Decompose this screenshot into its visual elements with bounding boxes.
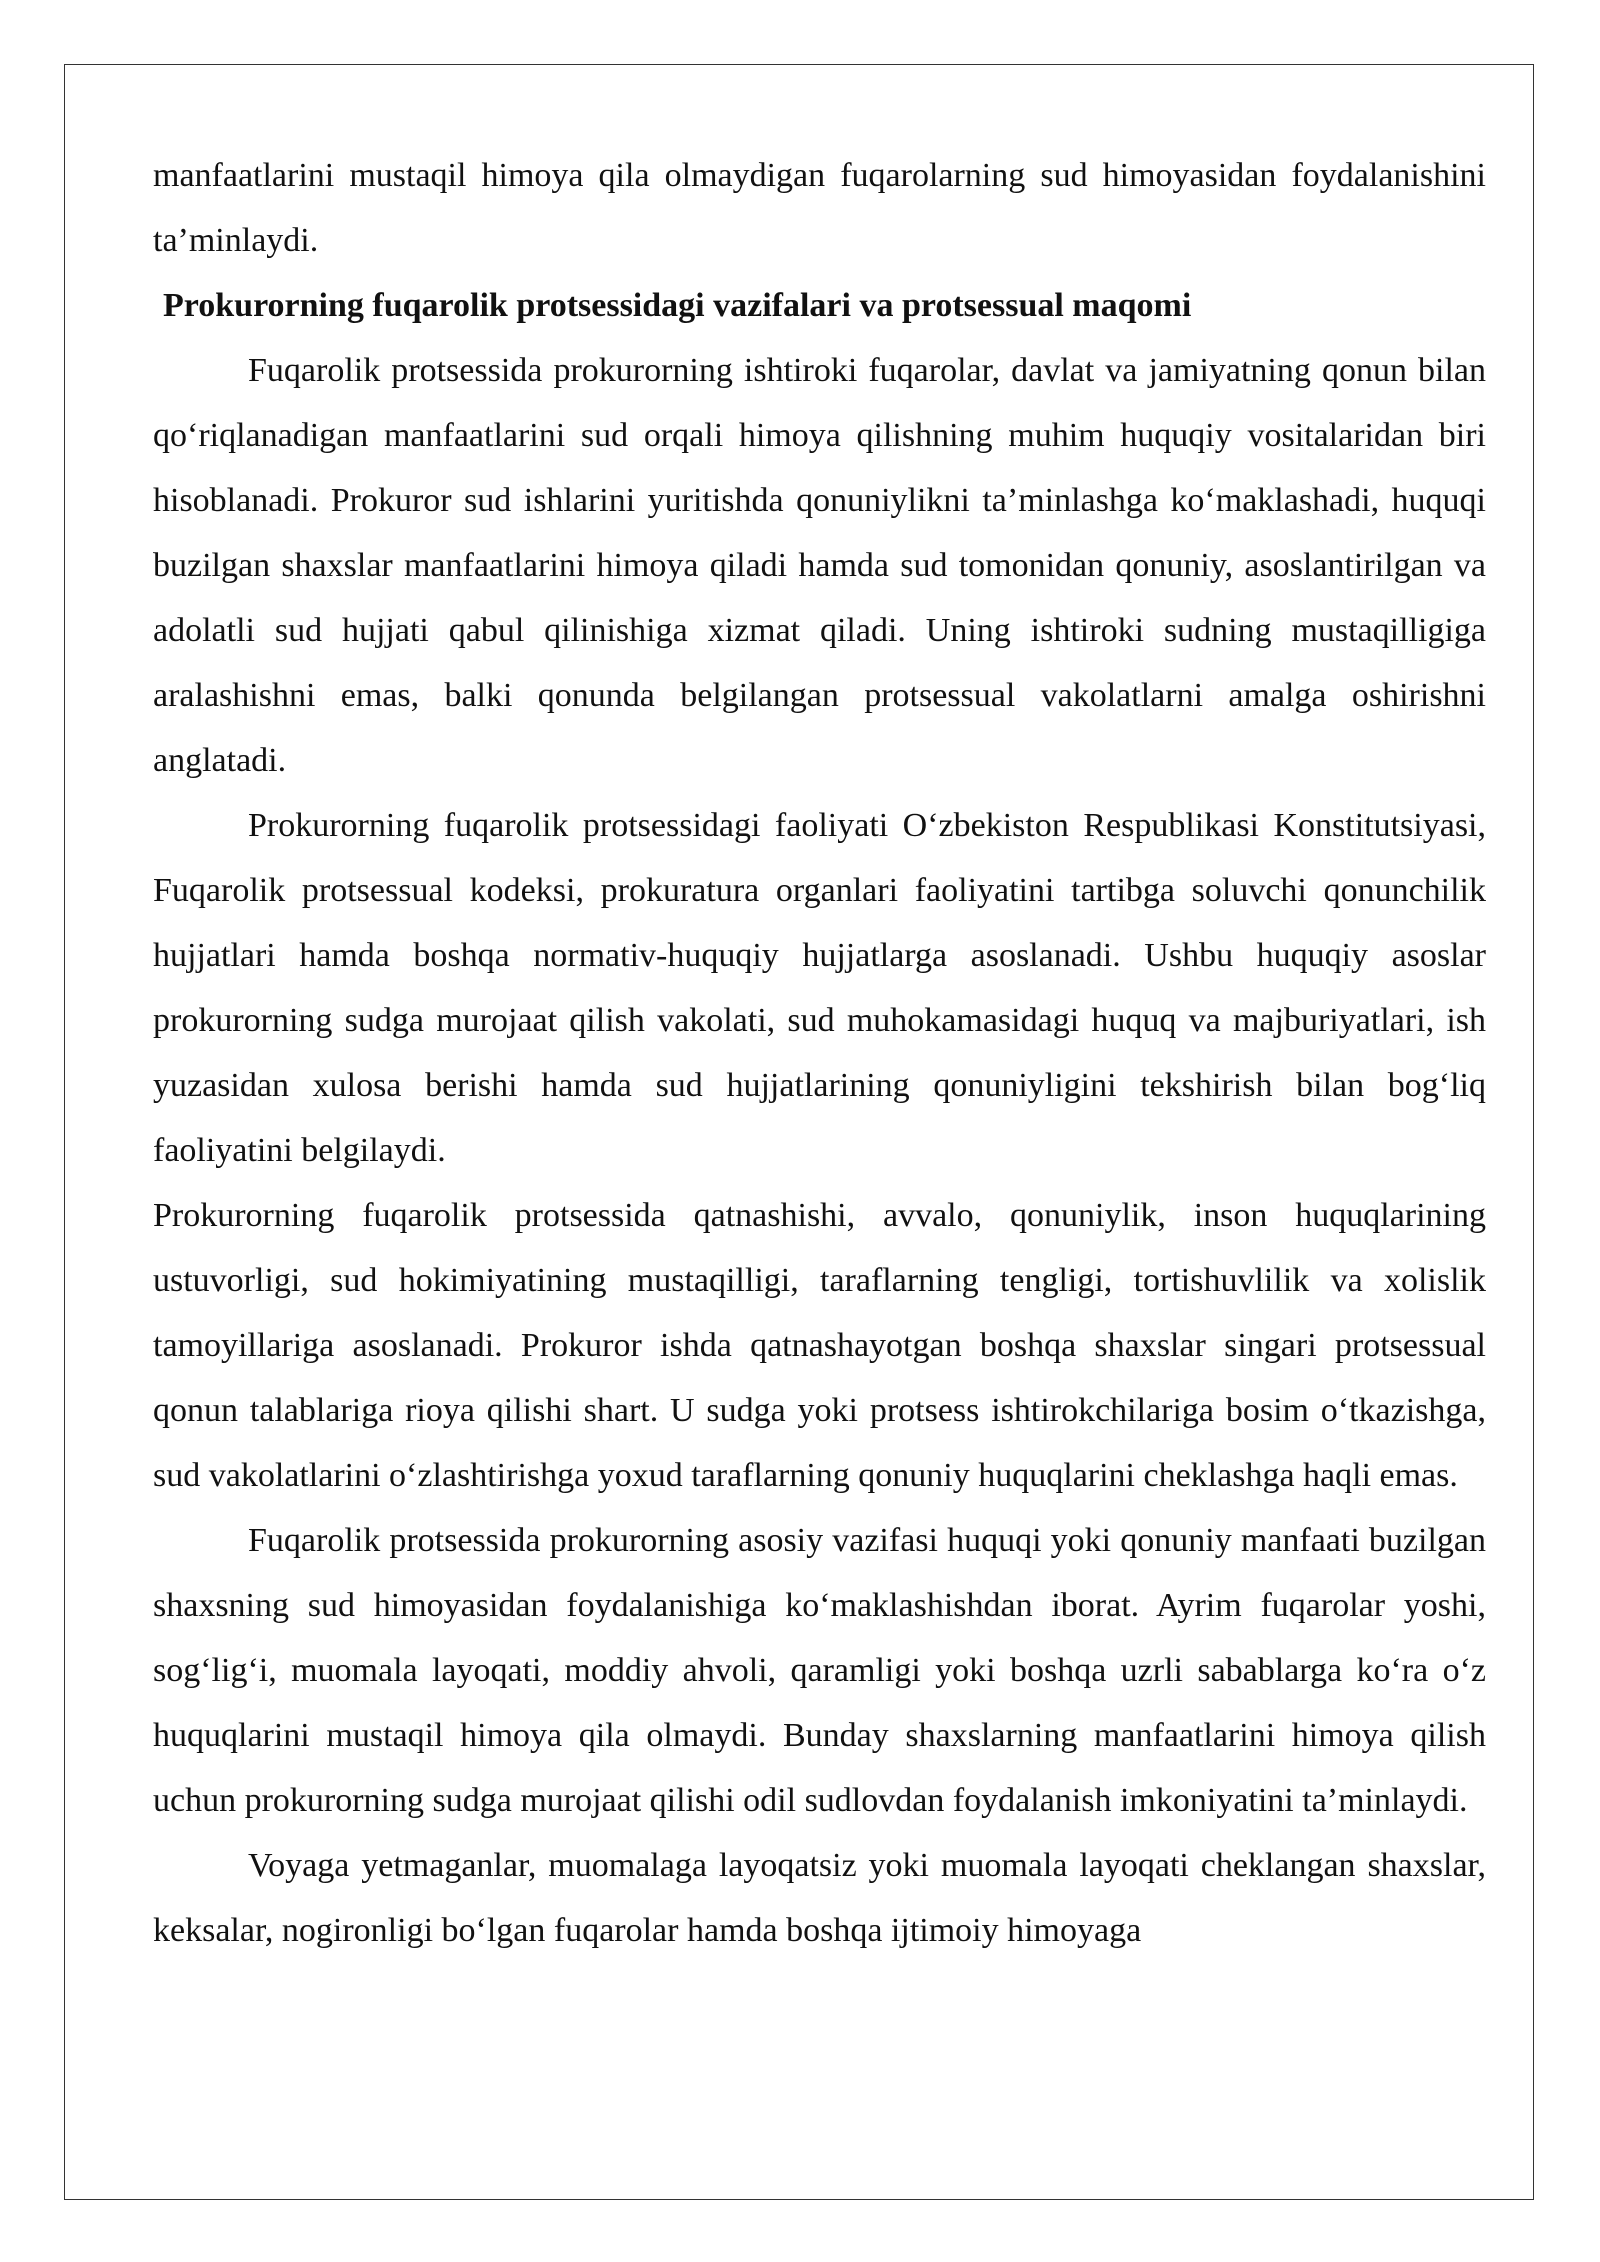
paragraph: Prokurorning fuqarolik protsessida qatnashishi, avvalo, qonuniylik, inson huquqlarining ustuvorligi, sud hokimiyatining mustaqilligi, taraflarning tengligi, tortishuvlilik va xolislik tamoyillariga asoslanadi. Prokuror ishda qatnashayotgan boshqa shaxslar singari protsessual qonun talablariga rioya qilishi shart. U sudga yoki protsess ishtirokchilariga bosim o‘tkazishga, sud vakolatlarini o‘zlashtirishga yoxud taraflarning qonuniy huquqlarini cheklashga haqli emas. <box>153 1197 1486 1494</box>
paragraph-continuation: manfaatlarini mustaqil himoya qila olmaydigan fuqarolarning sud himoyasidan foydalanishini ta’minlaydi. <box>153 157 1486 259</box>
paragraph: Fuqarolik protsessida prokurorning asosiy vazifasi huquqi yoki qonuniy manfaati buzilgan shaxsning sud himoyasidan foydalanishiga ko‘maklashishdan iborat. Ayrim fuqarolar yoshi, sog‘lig‘i, muomala layoqati, moddiy ahvoli, qaramligi yoki boshqa uzrli sabablarga ko‘ra o‘z huquqlarini mustaqil himoya qila olmaydi. Bunday shaxslarning manfaatlarini himoya qilish uchun prokurorning sudga murojaat qilishi odil sudlovdan foydalanish imkoniyatini ta’minlaydi. <box>153 1522 1486 1819</box>
paragraph: Fuqarolik protsessida prokurorning ishtiroki fuqarolar, davlat va jamiyatning qonun bilan qo‘riqlanadigan manfaatlarini sud orqali himoya qilishning muhim huquqiy vositalaridan biri hisoblanadi. Prokuror sud ishlarini yuritishda qonuniylikni ta’minlashga ko‘maklashadi, huquqi buzilgan shaxslar manfaatlarini himoya qiladi hamda sud tomonidan qonuniy, asoslantirilgan va adolatli sud hujjati qabul qilinishiga xizmat qiladi. Uning ishtiroki sudning mustaqilligiga aralashishni emas, balki qonunda belgilangan protsessual vakolatlarni amalga oshirishni anglatadi. <box>153 352 1486 779</box>
section-heading: Prokurorning fuqarolik protsessidagi vazifalari va protsessual maqomi <box>163 287 1192 324</box>
paragraph-continued: Voyaga yetmaganlar, muomalaga layoqatsiz yoki muomala layoqati cheklangan shaxslar, keksalar, nogironligi bo‘lgan fuqarolar hamda boshqa ijtimoiy himoyaga <box>153 1847 1486 1949</box>
document-body <box>153 143 1486 1963</box>
paragraph: Prokurorning fuqarolik protsessidagi faoliyati O‘zbekiston Respublikasi Konstitutsiyasi, Fuqarolik protsessual kodeksi, prokuratura organlari faoliyatini tartibga soluvchi qonunchilik hujjatlari hamda boshqa normativ-huquqiy hujjatlarga asoslanadi. Ushbu huquqiy asoslar prokurorning sudga murojaat qilish vakolati, sud muhokamasidagi huquq va majburiyatlari, ish yuzasidan xulosa berishi hamda sud hujjatlarining qonuniyligini tekshirish bilan bog‘liq faoliyatini belgilaydi. <box>153 807 1486 1169</box>
